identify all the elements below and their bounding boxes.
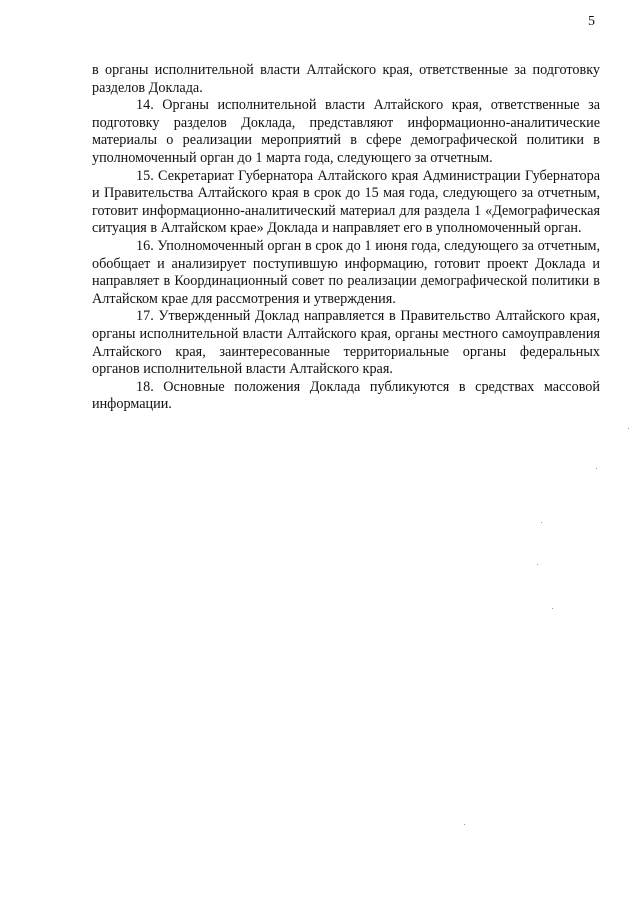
scan-speck: [464, 824, 465, 825]
paragraph-16: 16. Уполномоченный орган в срок до 1 июня года, следующего за отчетным, обобщает и анализирует поступившую информацию, готовит проект Доклада и направляет в Координационный совет по реализации демографической политики в Алтайском крае для рассмотрения и утверждения.: [92, 237, 600, 307]
scan-speck: [628, 428, 629, 429]
scan-speck: [541, 522, 542, 523]
scan-speck: [537, 564, 538, 565]
paragraph-13-continuation: в органы исполнительной власти Алтайского края, ответственные за подготовку разделов Доклада.: [92, 62, 600, 96]
scan-speck: [596, 468, 597, 469]
paragraph-14: 14. Органы исполнительной власти Алтайского края, ответственные за подготовку разделов Доклада, представляют информационно-аналитические материалы о реализации мероприятий в сфере демографической политики в уполномоченный орган до 1 марта года, следующего за отчетным.: [92, 97, 600, 166]
document-body: [92, 62, 600, 414]
paragraph-17: 17. Утвержденный Доклад направляется в Правительство Алтайского края, органы исполнительной власти Алтайского края, органы местного самоуправления Алтайского края, заинтересованные территориальные органы федеральных органов исполнительной власти Алтайского края.: [92, 308, 600, 378]
paragraph-15: 15. Секретариат Губернатора Алтайского края Администрации Губернатора и Правительства Алтайского края в срок до 15 мая года, следующего за отчетным, готовит информационно-аналитический материал для раздела 1 «Демографическая ситуация в Алтайском крае» Доклада и направляет его в уполномоченный орган.: [92, 167, 600, 237]
scan-speck: [552, 608, 553, 609]
page-number: 5: [588, 14, 595, 29]
paragraph-18: 18. Основные положения Доклада публикуются в средствах массовой информации.: [92, 378, 600, 413]
